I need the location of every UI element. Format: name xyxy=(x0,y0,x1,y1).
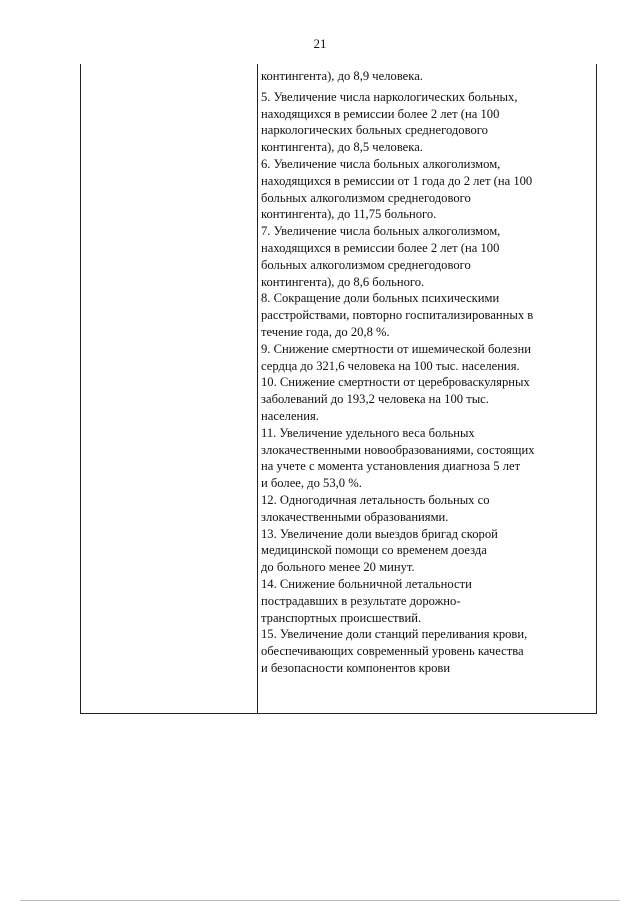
indicator-line: 13. Увеличение доли выездов бригад скорой xyxy=(261,526,498,541)
indicator-line: 10. Снижение смертности от цереброваскулярных xyxy=(261,375,530,390)
indicator-line: контингента), до 8,6 больного. xyxy=(261,274,425,289)
indicator-line: 6. Увеличение числа больных алкоголизмом, xyxy=(261,156,501,171)
indicator-line: контингента), до 11,75 больного. xyxy=(261,207,437,222)
page-number: 21 xyxy=(313,36,327,51)
indicator-line: 7. Увеличение числа больных алкоголизмом, xyxy=(261,224,501,239)
indicator-line: течение года, до 20,8 %. xyxy=(261,324,390,339)
indicator-line: 11. Увеличение удельного веса больных xyxy=(261,425,475,440)
indicator-line: 5. Увеличение числа наркологических больных, xyxy=(261,89,518,104)
indicator-line: наркологических больных среднегодового xyxy=(261,123,488,138)
indicator-line: 12. Одногодичная летальность больных со xyxy=(261,492,490,507)
table-left-cell xyxy=(81,64,257,713)
indicator-line: контингента), до 8,5 человека. xyxy=(261,140,423,155)
indicator-line: и безопасности компонентов крови xyxy=(261,660,451,675)
indicator-line: 15. Увеличение доли станций переливания крови, xyxy=(261,627,528,642)
indicator-line: до больного менее 20 минут. xyxy=(261,560,415,575)
indicator-line: пострадавших в результате дорожно- xyxy=(261,593,461,608)
indicator-line: находящихся в ремиссии более 2 лет (на 100 xyxy=(261,106,500,121)
table-right-cell xyxy=(258,64,598,713)
page-bottom-rule xyxy=(20,900,620,901)
indicators-table xyxy=(80,64,597,714)
indicator-line: расстройствами, повторно госпитализированных в xyxy=(261,308,534,323)
indicator-line: находящихся в ремиссии более 2 лет (на 100 xyxy=(261,240,500,255)
indicator-line: злокачественными образованиями. xyxy=(261,509,449,524)
indicator-line: населения. xyxy=(261,408,319,423)
indicator-line: и более, до 53,0 %. xyxy=(261,476,362,491)
indicator-line: злокачественными новообразованиями, состоящих xyxy=(261,442,535,457)
indicator-line: сердца до 321,6 человека на 100 тыс. населения. xyxy=(261,358,520,373)
indicator-line: 14. Снижение больничной летальности xyxy=(261,576,472,591)
indicator-lines xyxy=(261,89,598,677)
indicator-line: больных алкоголизмом среднегодового xyxy=(261,257,471,272)
indicator-line: обеспечивающих современный уровень качества xyxy=(261,644,524,659)
indicator-line: больных алкоголизмом среднегодового xyxy=(261,190,471,205)
indicator-line: 8. Сокращение доли больных психическими xyxy=(261,291,500,306)
indicator-line: заболеваний до 193,2 человека на 100 тыс. xyxy=(261,392,489,407)
indicator-line: медицинской помощи со временем доезда xyxy=(261,543,487,558)
indicator-line: на учете с момента установления диагноза 5 лет xyxy=(261,459,521,474)
indicator-line: 9. Снижение смертности от ишемической болезни xyxy=(261,341,531,356)
indicator-line: находящихся в ремиссии от 1 года до 2 лет (на 100 xyxy=(261,173,533,188)
continuation-line: контингента), до 8,9 человека. xyxy=(261,69,423,83)
indicator-line: транспортных происшествий. xyxy=(261,610,422,625)
